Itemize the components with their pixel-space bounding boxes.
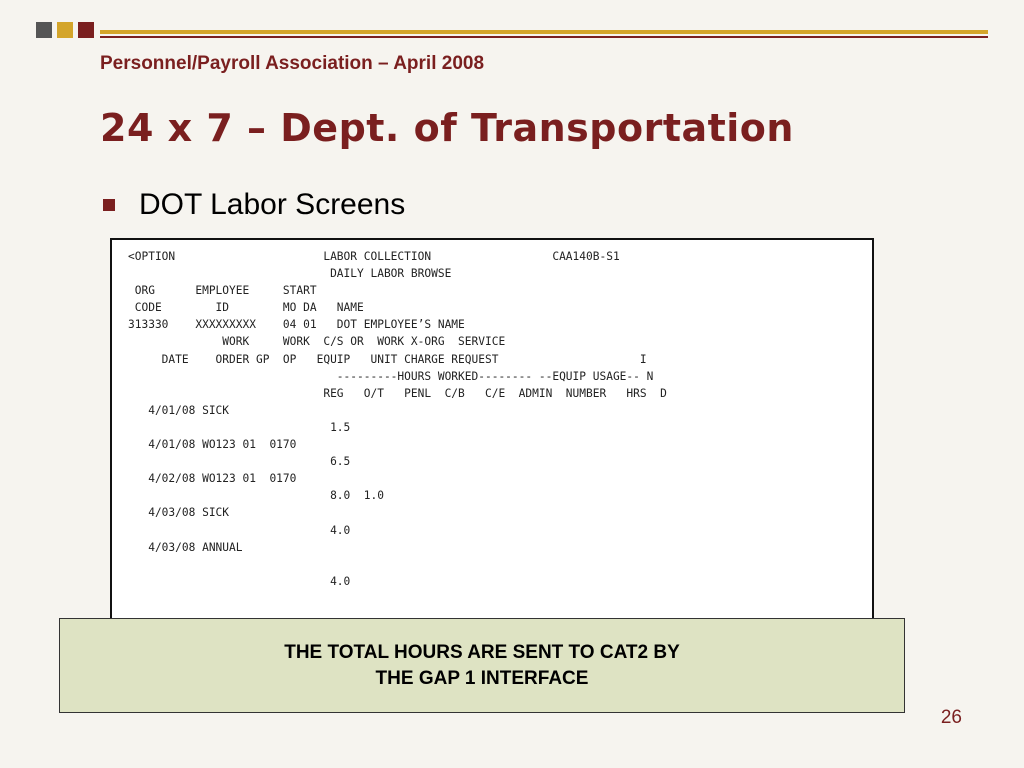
screen-line: 313330 XXXXXXXXX 04 01 DOT EMPLOYEE’S NAME (128, 318, 465, 332)
screen-text (128, 248, 667, 590)
organization-header: Personnel/Payroll Association – April 2008 (100, 53, 485, 74)
slide-title: 24 x 7 – Dept. of Transportation (100, 106, 794, 150)
header-rule-gold (100, 30, 988, 34)
callout-line-2: THE GAP 1 INTERFACE (375, 667, 589, 689)
screen-line: 4/03/08 SICK (128, 506, 230, 520)
callout-line-1: THE TOTAL HOURS ARE SENT TO CAT2 BY (284, 641, 680, 663)
labor-screen-capture (110, 238, 874, 638)
bullet-text: DOT Labor Screens (139, 188, 406, 221)
screen-line: 4/03/08 ANNUAL (128, 540, 243, 554)
square-bullet-icon (103, 199, 115, 211)
bullet-item (103, 188, 405, 222)
screen-line: ORG EMPLOYEE START (128, 284, 317, 298)
screen-line: 4.0 (128, 574, 351, 588)
screen-line: 4/01/08 SICK (128, 403, 230, 417)
screen-line: 1.5 (128, 420, 351, 434)
page-number: 26 (940, 707, 962, 728)
screen-line: CODE ID MO DA NAME (128, 301, 364, 315)
screen-line: REG O/T PENL C/B C/E ADMIN NUMBER HRS D (128, 386, 667, 400)
decor-square-gold (57, 22, 73, 38)
decor-square-gray (36, 22, 52, 38)
screen-line: <OPTION LABOR COLLECTION CAA140B-S1 (128, 250, 620, 263)
decor-square-maroon (78, 22, 94, 38)
screen-line: 4/01/08 WO123 01 0170 (128, 438, 297, 452)
screen-line: 4/02/08 WO123 01 0170 (128, 472, 297, 486)
screen-line: WORK WORK C/S OR WORK X-ORG SERVICE (128, 335, 506, 349)
callout-box (59, 618, 905, 713)
screen-line: DATE ORDER GP OP EQUIP UNIT CHARGE REQUEST I (128, 352, 647, 366)
header-rule-maroon (100, 36, 988, 38)
screen-line: 6.5 (128, 455, 351, 469)
screen-line: DAILY LABOR BROWSE (128, 267, 452, 281)
screen-line: 4.0 (128, 523, 351, 537)
screen-line: 8.0 1.0 (128, 489, 384, 503)
screen-line: ---------HOURS WORKED-------- --EQUIP USAGE-- N (128, 369, 654, 383)
